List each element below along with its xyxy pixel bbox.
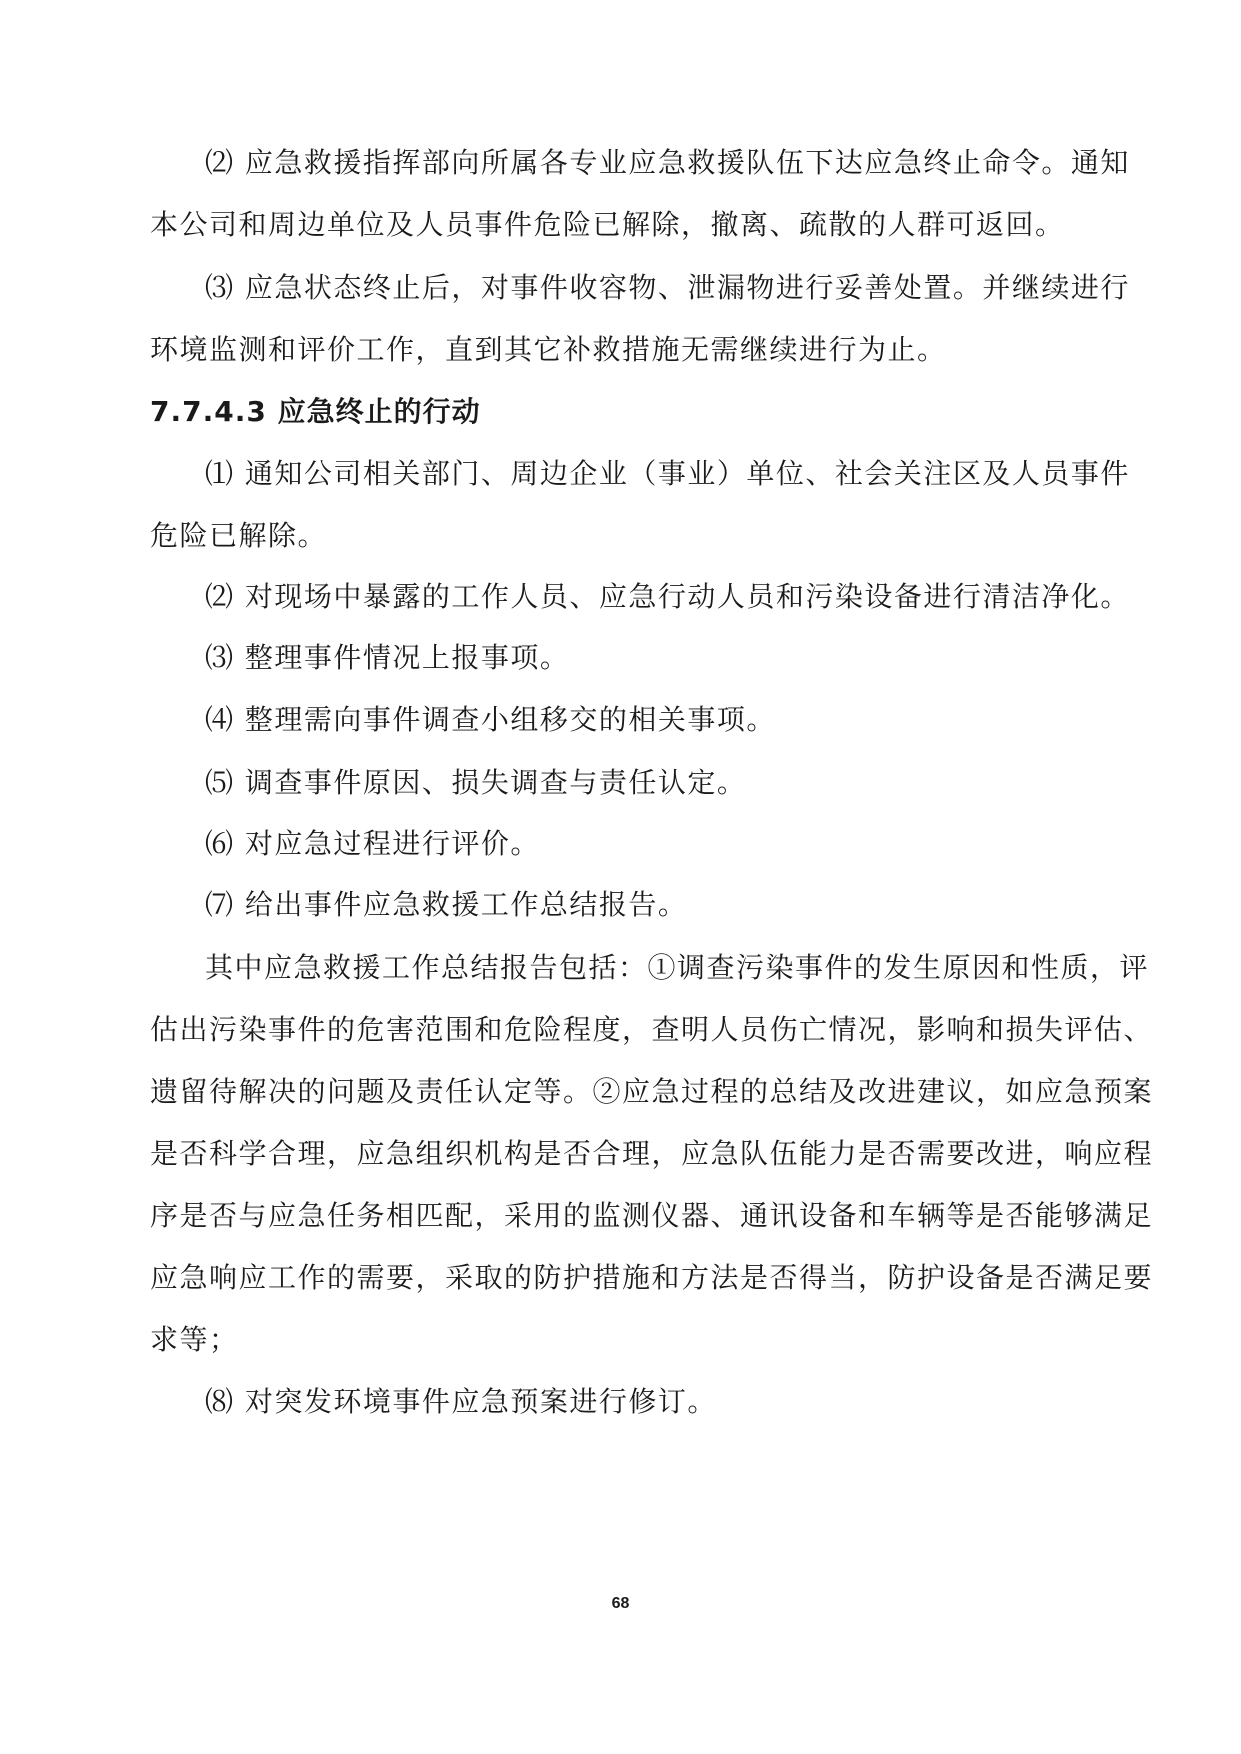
summary-line-5: 序是否与应急任务相匹配，采用的监测仪器、通讯设备和车辆等是否能够满足 bbox=[150, 1199, 1154, 1232]
paragraph-3-line-2: 环境监测和评价工作，直到其它补救措施无需继续进行为止。 bbox=[150, 333, 947, 366]
action-3: ⑶ 整理事件情况上报事项。 bbox=[205, 641, 570, 674]
action-7: ⑺ 给出事件应急救援工作总结报告。 bbox=[205, 888, 688, 921]
page-number: 68 bbox=[611, 1595, 630, 1612]
action-6: ⑹ 对应急过程进行评价。 bbox=[205, 827, 540, 860]
action-8: ⑻ 对突发环境事件应急预案进行修订。 bbox=[205, 1385, 717, 1418]
summary-line-6: 应急响应工作的需要，采取的防护措施和方法是否得当，防护设备是否满足要 bbox=[150, 1261, 1154, 1294]
section-heading: 7.7.4.3 应急终止的行动 bbox=[150, 395, 481, 428]
action-4: ⑷ 整理需向事件调查小组移交的相关事项。 bbox=[205, 703, 776, 736]
summary-line-2: 估出污染事件的危害范围和危险程度，查明人员伤亡情况，影响和损失评估、 bbox=[150, 1013, 1154, 1046]
paragraph-2-line-1: ⑵ 应急救援指挥部向所属各专业应急救援队伍下达应急终止命令。通知 bbox=[205, 146, 1130, 179]
action-1-line-2: 危险已解除。 bbox=[150, 519, 328, 552]
summary-line-3: 遗留待解决的问题及责任认定等。②应急过程的总结及改进建议，如应急预案 bbox=[150, 1075, 1154, 1108]
action-2: ⑵ 对现场中暴露的工作人员、应急行动人员和污染设备进行清洁净化。 bbox=[205, 580, 1130, 613]
action-5: ⑸ 调查事件原因、损失调查与责任认定。 bbox=[205, 766, 747, 799]
summary-line-7: 求等； bbox=[150, 1323, 239, 1356]
action-1-line-1: ⑴ 通知公司相关部门、周边企业（事业）单位、社会关注区及人员事件 bbox=[205, 457, 1130, 490]
summary-line-4: 是否科学合理，应急组织机构是否合理，应急队伍能力是否需要改进，响应程 bbox=[150, 1137, 1154, 1170]
summary-line-1: 其中应急救援工作总结报告包括：①调查污染事件的发生原因和性质，评 bbox=[205, 951, 1150, 984]
paragraph-2-line-2: 本公司和周边单位及人员事件危险已解除，撤离、疏散的人群可返回。 bbox=[150, 208, 1065, 241]
paragraph-3-line-1: ⑶ 应急状态终止后，对事件收容物、泄漏物进行妥善处置。并继续进行 bbox=[205, 271, 1130, 304]
